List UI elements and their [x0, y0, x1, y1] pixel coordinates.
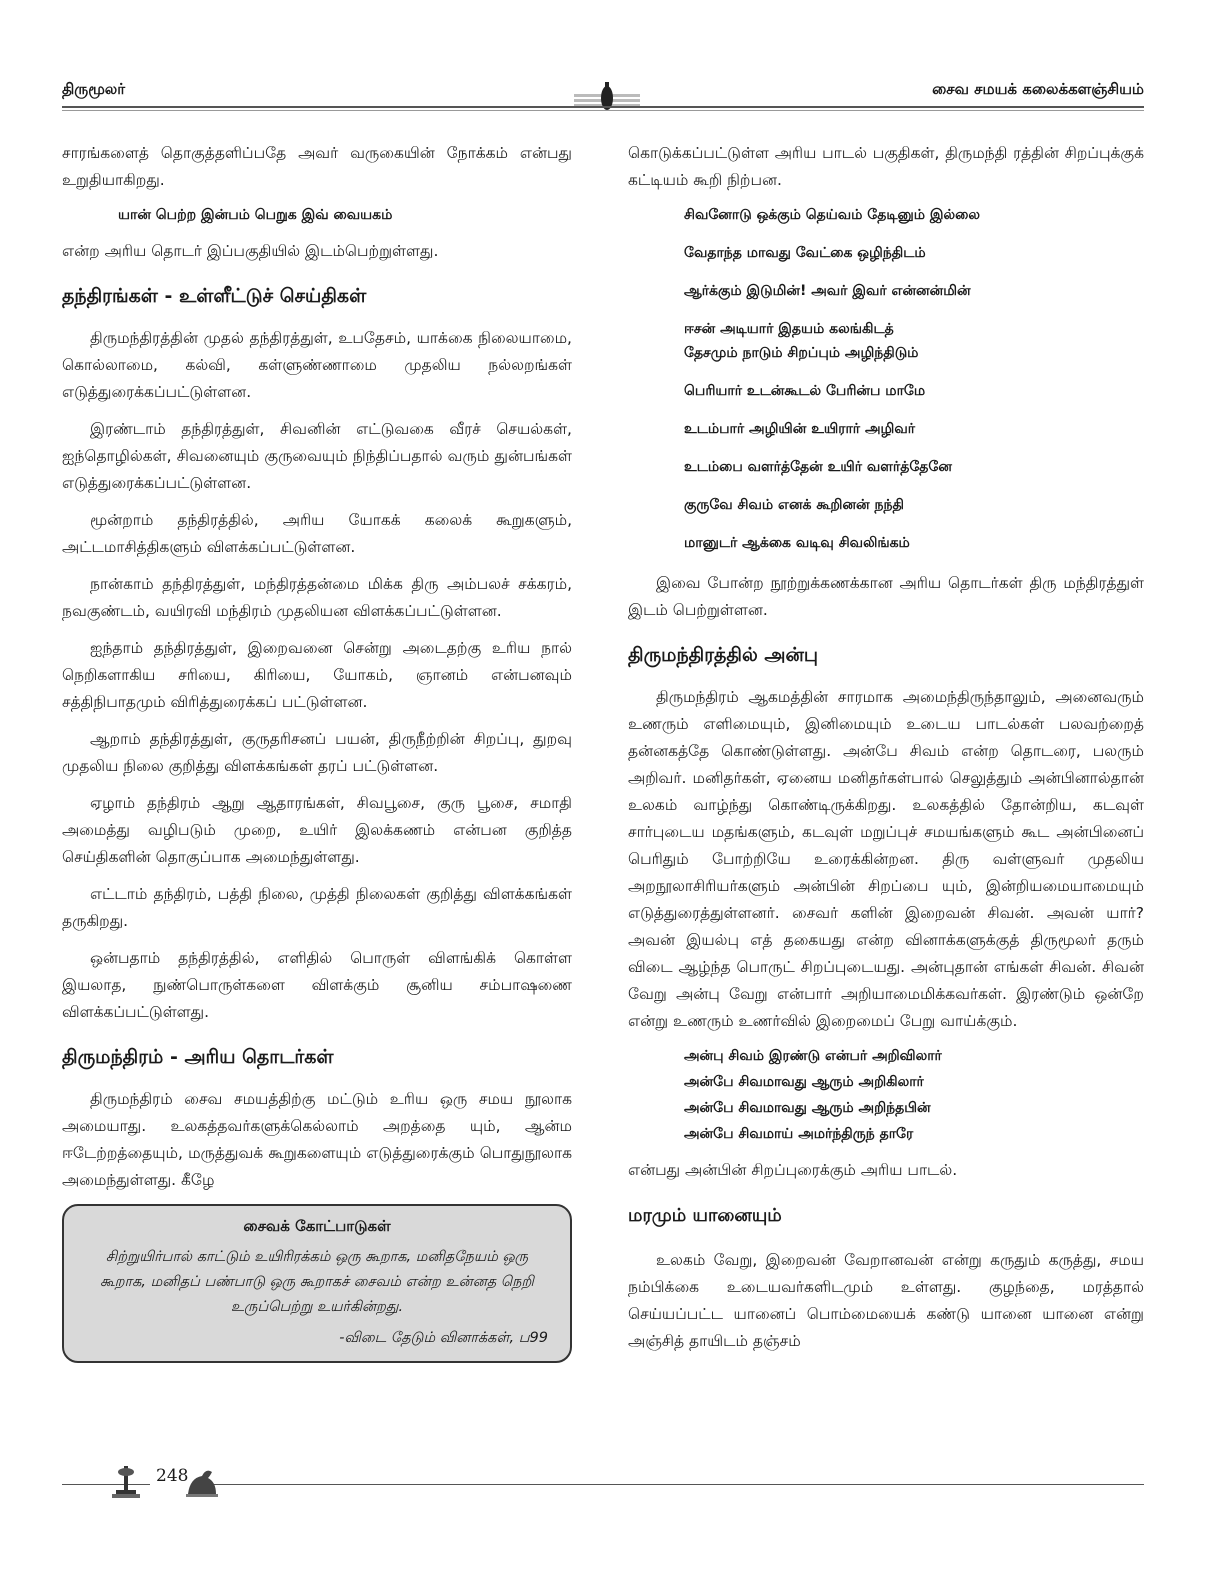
tantra-paragraph: எட்டாம் தந்திரம், பத்தி நிலை, முத்தி நிலைகள் குறித்து விளக்கங்கள் தருகிறது.	[62, 885, 572, 930]
footer-rule	[62, 1484, 1144, 1485]
section-heading-love: திருமந்திரத்தில் அன்பு	[628, 644, 819, 666]
tantra-paragraph: ஏழாம் தந்திரம் ஆறு ஆதாரங்கள், சிவபூசை, குரு பூசை, சமாதி அமைத்து வழிபடும் முறை, உயிர் இலக்கணம் என்பன குறித்த செய்திகளின் தொகுப்பாக அமைந்துள்ளது.	[62, 794, 573, 866]
left-column	[62, 140, 572, 1363]
header-rule	[62, 106, 1144, 108]
header-ornament-icon	[572, 80, 642, 114]
verse-line: யான் பெற்ற இன்பம் பெறுக இவ் வையகம்	[118, 207, 393, 223]
paragraph-intro: சாரங்களைத் தொகுத்தளிப்பதே அவர் வருகையின் நோக்கம் என்பது உறுதியாகிறது.	[62, 144, 572, 189]
tantra-paragraph: நான்காம் தந்திரத்துள், மந்திரத்தன்மை மிக்க திரு அம்பலச் சக்கரம், நவகுண்டம், வயிரவி மந்திரம் முதலியன விளக்கப்பட்டுள்ளன.	[62, 575, 572, 620]
verse-line: அன்பே சிவமாய் அமர்ந்திருந் தாரே	[684, 1126, 914, 1142]
box-title: சைவக் கோட்பாடுகள்	[243, 1217, 391, 1235]
box-source: -விடை தேடும் வினாக்கள், ப99	[339, 1330, 548, 1346]
tantra-paragraph: ஒன்பதாம் தந்திரத்தில், எளிதில் பொருள் விளங்கிக் கொள்ள இயலாத, நுண்பொருள்களை விளக்கும் சூனிய சம்பாஷணை விளக்கப்பட்டுள்ளது.	[62, 949, 572, 1021]
saiva-principles-box	[62, 1204, 572, 1363]
paragraph-love-end: என்பது அன்பின் சிறப்புரைக்கும் அரிய பாடல்.	[628, 1161, 958, 1179]
lamp-icon	[106, 1462, 146, 1502]
section-heading-tree-elephant: மரமும் யானையும்	[628, 1205, 782, 1226]
verse-line: உடம்பை வளர்த்தேன் உயிர் வளர்த்தேனே	[684, 459, 952, 475]
verse-line: மானுடர் ஆக்கை வடிவு சிவலிங்கம்	[684, 535, 910, 551]
right-column	[628, 140, 1144, 1365]
header-encyclopedia-title: சைவ சமயக் கலைக்களஞ்சியம்	[932, 80, 1144, 98]
verse-line: அன்பு சிவம் இரண்டு என்பர் அறிவிலார்	[684, 1048, 942, 1064]
section-heading-tantras: தந்திரங்கள் - உள்ளீட்டுச் செய்திகள்	[62, 285, 367, 307]
love-verse-list	[628, 1045, 1144, 1145]
paragraph-tree-elephant: உலகம் வேறு, இறைவன் வேறானவன் என்று கருதும் கருத்து, சமய நம்பிக்கை உடையவர்களிடமும் உள்ளது. குழந்தை, மரத்தால் செய்யப்பட்ட யானைப் பொம்மையைக் கண்டு யானை யானை என்று அஞ்சித் தாயிடம் தஞ்சம்	[628, 1251, 1144, 1350]
header-rule-thin	[62, 110, 1144, 111]
section-heading-rare-phrases: திருமந்திரம் - அரிய தொடர்கள்	[62, 1046, 334, 1068]
paragraph-rare-phrases: திருமந்திரம் சைவ சமயத்திற்கு மட்டும் உரிய ஒரு சமய நூலாக அமையாது. உலகத்தவர்களுக்கெல்லாம் அறத்தை யும், ஆன்ம ஈடேற்றத்தையும், மருத்துவக் கூறுகளையும் எடுத்துரைக்கும் பொதுநூலாக அமைந்துள்ளது. கீழே	[62, 1090, 572, 1189]
page-header	[62, 80, 1144, 120]
paragraph-intro-end: என்ற அரிய தொடர் இப்பகுதியில் இடம்பெற்றுள்ளது.	[62, 242, 439, 260]
header-book-title: திருமூலர்	[62, 80, 126, 98]
tantra-paragraph: இரண்டாம் தந்திரத்துள், சிவனின் எட்டுவகை வீரச் செயல்கள், ஐந்தொழில்கள், சிவனையும் குருவையும் நிந்திப்பதால் வரும் துன்பங்கள் எடுத்துரைக்கப்பட்டுள்ளன.	[62, 420, 572, 492]
verse-line: அன்பே சிவமாவது ஆரும் அறிந்தபின்	[684, 1100, 931, 1116]
tantra-paragraph: திருமந்திரத்தின் முதல் தந்திரத்துள், உபதேசம், யாக்கை நிலையாமை, கொல்லாமை, கல்வி, கள்ளுண்ணாமை முதலிய நல்லறங்கள் எடுத்துரைக்கப்பட்டுள்ளன.	[62, 329, 572, 401]
verse-list	[628, 204, 1144, 554]
verse-line: தேசமும் நாடும் சிறப்பும் அழிந்திடும்	[684, 345, 919, 361]
box-quote: சிற்றுயிர்பால் காட்டும் உயிரிரக்கம் ஒரு கூறாக, மனிதநேயம் ஒரு கூறாக, மனிதப் பண்பாடு ஒரு கூறாகச் சைவம் என்ற உன்னத நெறி உருப்பெற்று உயர்கின்றது.	[100, 1249, 534, 1315]
verse-line: பெரியார் உடன்கூடல் பேரின்ப மாமே	[684, 383, 926, 399]
tantra-paragraph: ஆறாம் தந்திரத்துள், குருதரிசனப் பயன், திருநீற்றின் சிறப்பு, துறவு முதலிய நிலை குறித்து விளக்கங்கள் தரப் பட்டுள்ளன.	[62, 730, 572, 775]
verse-line: சிவனோடு ஒக்கும் தெய்வம் தேடினும் இல்லை	[684, 207, 980, 223]
verse-line: அன்பே சிவமாவது ஆரும் அறிகிலார்	[684, 1074, 924, 1090]
paragraph-continued: கொடுக்கப்பட்டுள்ள அரிய பாடல் பகுதிகள், திருமந்தி ரத்தின் சிறப்புக்குக் கட்டியம் கூறி நிற்பன.	[628, 144, 1144, 189]
page-number: 248	[150, 1466, 194, 1486]
paragraph-after-verses: இவை போன்ற நூற்றுக்கணக்கான அரிய தொடர்கள் திரு மந்திரத்துள் இடம் பெற்றுள்ளன.	[628, 574, 1144, 619]
verse-line: ஈசன் அடியார் இதயம் கலங்கிடத்	[684, 321, 894, 337]
verse-line: குருவே சிவம் எனக் கூறினன் நந்தி	[684, 497, 904, 513]
verse-line: வேதாந்த மாவது வேட்கை ஒழிந்திடம்	[684, 245, 926, 261]
verse-line: ஆர்க்கும் இடுமின்! அவர் இவர் என்னன்மின்	[684, 283, 971, 299]
tantra-paragraph: ஐந்தாம் தந்திரத்துள், இறைவனை சென்று அடைதற்கு உரிய நால் நெறிகளாகிய சரியை, கிரியை, யோகம், ஞானம் என்பனவும் சத்திநிபாதமும் விரித்துரைக்கப் பட்டுள்ளன.	[62, 639, 572, 711]
verse-line: உடம்பார் அழியின் உயிரார் அழிவர்	[684, 421, 916, 437]
paragraph-love: திருமந்திரம் ஆகமத்தின் சாரமாக அமைந்திருந்தாலும், அனைவரும் உணரும் எளிமையும், இனிமையும் உடைய பாடல்கள் பலவற்றைத் தன்னகத்தே கொண்டுள்ளது. அன்பே சிவம் என்ற தொடரை, பலரும் அறிவர். மனிதர்கள், ஏனைய மனிதர்கள்பால் செலுத்தும் அன்பினால்தான் உலகம் வாழ்ந்து கொண்டிருக்கிறது. உலகத்தில் தோன்றிய, கடவுள் சார்புடைய மதங்களும், கடவுள் மறுப்புச் சமயங்களும் கூட அன்பினைப் பெரிதும் போற்றியே உரைக்கின்றன. திரு வள்ளுவர் முதலிய அறநூலாசிரியர்களும் அன்பின் சிறப்பை யும், இன்றியமையாமையும் எடுத்துரைத்துள்ளனர். சைவர் களின் இறைவன் சிவன். அவன் யார்? அவன் இயல்பு எத் தகையது என்ற வினாக்களுக்குத் திருமூலர் தரும் விடை ஆழ்ந்த பொருட் சிறப்புடையது. அன்புதான் எங்கள் சிவன். சிவன் வேறு அன்பு வேறு என்பார் அறியாமைமிக்கவர்கள். இரண்டும் ஒன்றே என்று உணரும் உணர்வில் இறைமைப் பேறு வாய்க்கும்.	[628, 688, 1144, 1030]
page-footer	[62, 1462, 1144, 1502]
bird-icon	[182, 1464, 222, 1500]
tantra-paragraph: மூன்றாம் தந்திரத்தில், அரிய யோகக் கலைக் கூறுகளும், அட்டமாசித்திகளும் விளக்கப்பட்டுள்ளன.	[62, 511, 572, 556]
